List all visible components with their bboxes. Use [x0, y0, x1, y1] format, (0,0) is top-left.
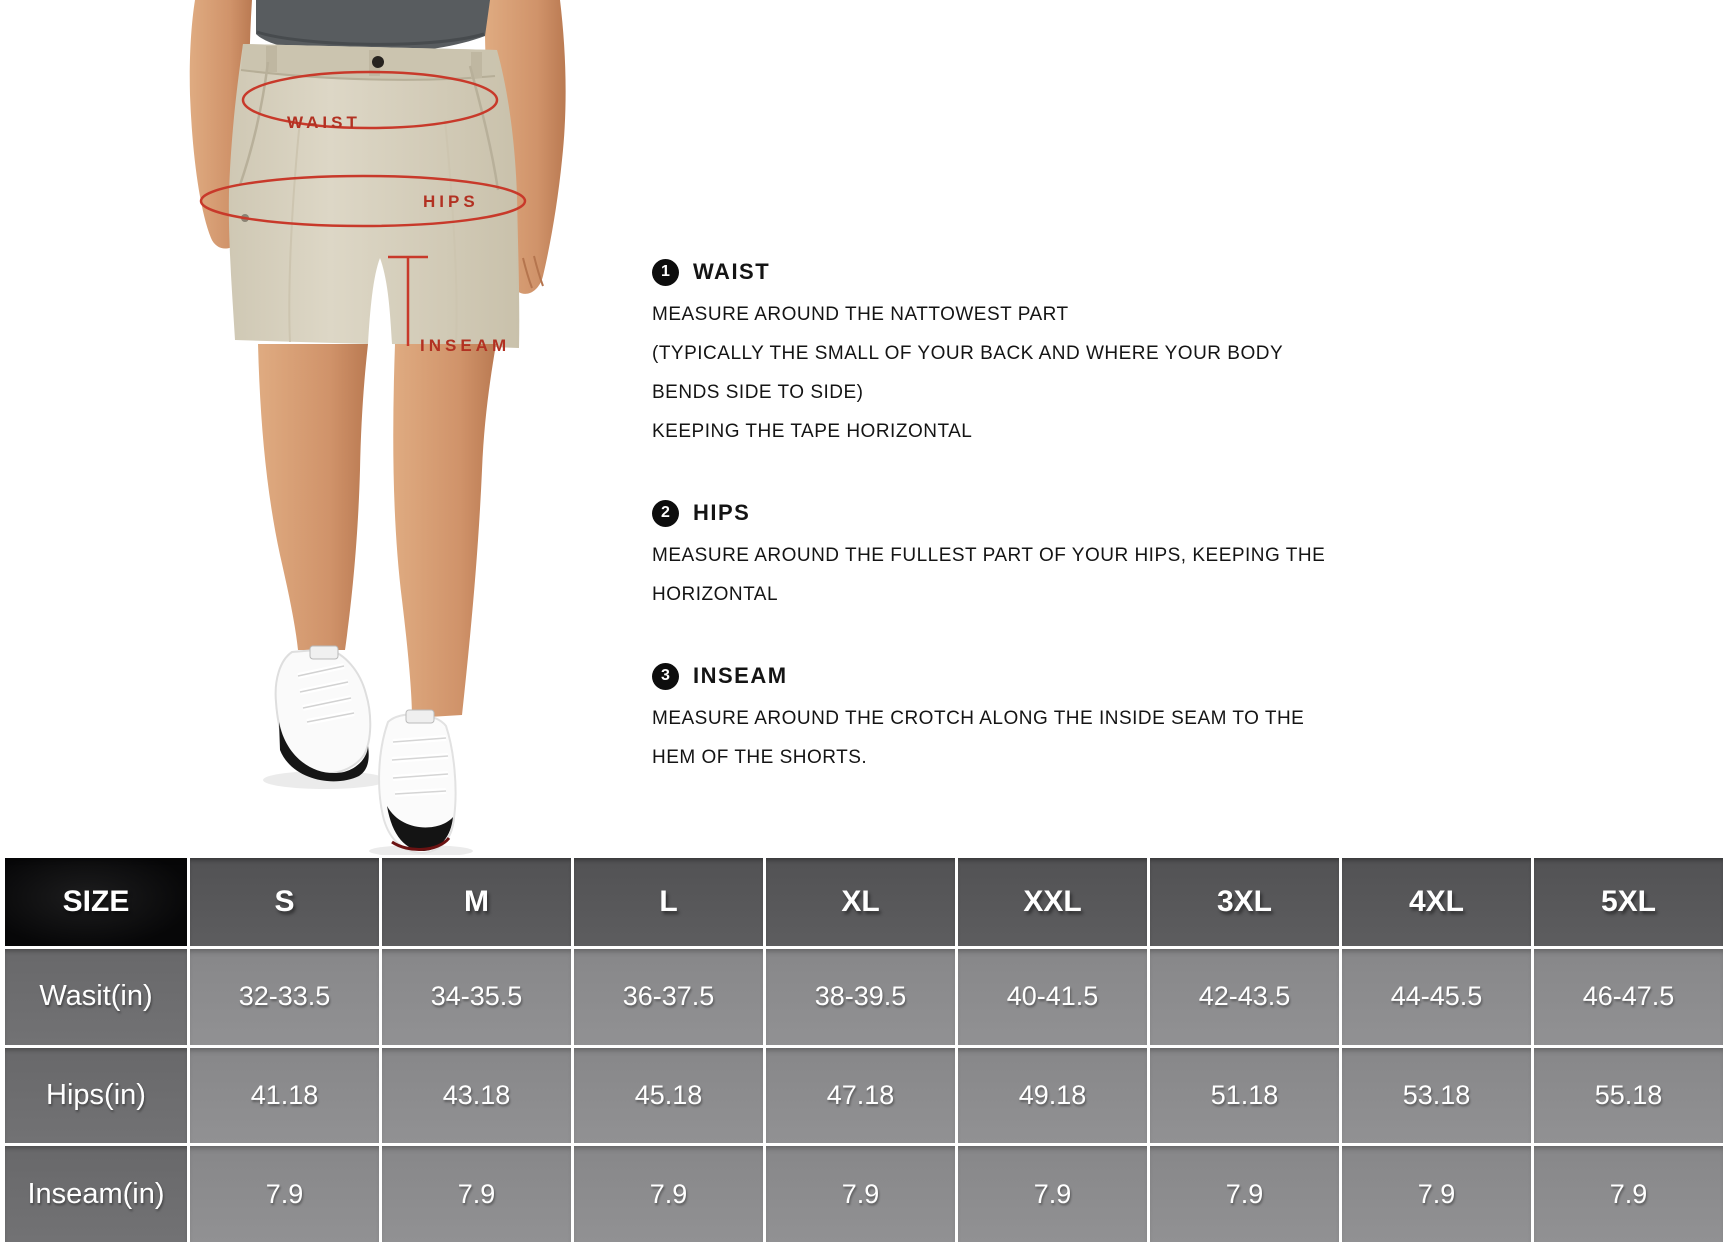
- header-cell-xxl: XXL: [958, 858, 1147, 946]
- inseam-value: 7.9: [1534, 1146, 1723, 1242]
- inseam-section: [652, 662, 1432, 777]
- waist-value: 40-41.5: [958, 949, 1147, 1045]
- header-cell-3xl: 3XL: [1150, 858, 1339, 946]
- waist-button: [372, 56, 384, 68]
- instruction-line: MEASURE AROUND THE NATTOWEST PART: [652, 304, 1069, 325]
- waist-row-label: Wasit(in): [5, 949, 187, 1045]
- hips-photo-label: HIPS: [423, 192, 479, 211]
- instruction-line: BENDS SIDE TO SIDE): [652, 382, 864, 403]
- hips-value: 45.18: [574, 1048, 763, 1144]
- shoe-tongue-tab: [406, 710, 434, 723]
- right-shoe: [369, 710, 473, 855]
- waist-section-title: WAIST: [693, 259, 771, 284]
- instruction-line: MEASURE AROUND THE FULLEST PART OF YOUR HIPS, KEEPING THE: [652, 545, 1326, 566]
- waist-value: 46-47.5: [1534, 949, 1723, 1045]
- inseam-row-label: Inseam(in): [5, 1146, 187, 1242]
- number-2-badge: 2: [652, 500, 679, 527]
- left-shoe: [263, 646, 387, 789]
- hips-row-label: Hips(in): [5, 1048, 187, 1144]
- number-3-badge: 3: [652, 663, 679, 690]
- inseam-value: 7.9: [382, 1146, 571, 1242]
- measure-instructions: [652, 258, 1432, 825]
- hips-value: 47.18: [766, 1048, 955, 1144]
- header-cell-xl: XL: [766, 858, 955, 946]
- size-header-cell: SIZE: [5, 858, 187, 946]
- inseam-section-head: [652, 662, 1432, 690]
- hips-value: 49.18: [958, 1048, 1147, 1144]
- header-cell-5xl: 5XL: [1534, 858, 1723, 946]
- instruction-line: MEASURE AROUND THE CROTCH ALONG THE INSIDE SEAM TO THE: [652, 708, 1305, 729]
- inseam-section-title: INSEAM: [693, 663, 788, 688]
- inseam-value: 7.9: [574, 1146, 763, 1242]
- instruction-line: (TYPICALLY THE SMALL OF YOUR BACK AND WHERE YOUR BODY: [652, 343, 1284, 364]
- inseam-value: 7.9: [958, 1146, 1147, 1242]
- instruction-line: HEM OF THE SHORTS.: [652, 747, 868, 768]
- inseam-value: 7.9: [1342, 1146, 1531, 1242]
- waist-value: 38-39.5: [766, 949, 955, 1045]
- waist-value: 36-37.5: [574, 949, 763, 1045]
- header-cell-4xl: 4XL: [1342, 858, 1531, 946]
- header-cell-m: M: [382, 858, 571, 946]
- waist-section: [652, 258, 1432, 451]
- waist-value: 32-33.5: [190, 949, 379, 1045]
- waist-value: 42-43.5: [1150, 949, 1339, 1045]
- shoe-tongue-tab: [310, 646, 338, 659]
- inseam-photo-label: INSEAM: [420, 336, 511, 355]
- size-chart-table: [5, 858, 1723, 1242]
- waist-value: 44-45.5: [1342, 949, 1531, 1045]
- inseam-value: 7.9: [766, 1146, 955, 1242]
- inseam-value: 7.9: [190, 1146, 379, 1242]
- hips-section-head: [652, 499, 1432, 527]
- inseam-value: 7.9: [1150, 1146, 1339, 1242]
- hips-value: 41.18: [190, 1048, 379, 1144]
- instruction-line: KEEPING THE TAPE HORIZONTAL: [652, 421, 973, 442]
- instruction-line: HORIZONTAL: [652, 584, 779, 605]
- header-cell-l: L: [574, 858, 763, 946]
- hips-value: 55.18: [1534, 1048, 1723, 1144]
- hips-value: 53.18: [1342, 1048, 1531, 1144]
- hips-value: 51.18: [1150, 1048, 1339, 1144]
- hips-value: 43.18: [382, 1048, 571, 1144]
- hips-section: [652, 499, 1432, 614]
- waist-photo-label: WAIST: [287, 113, 361, 132]
- model-photo: [140, 0, 580, 855]
- number-1-badge: 1: [652, 259, 679, 286]
- header-cell-s: S: [190, 858, 379, 946]
- hips-section-title: HIPS: [693, 500, 751, 525]
- waist-section-head: [652, 258, 1432, 286]
- waist-value: 34-35.5: [382, 949, 571, 1045]
